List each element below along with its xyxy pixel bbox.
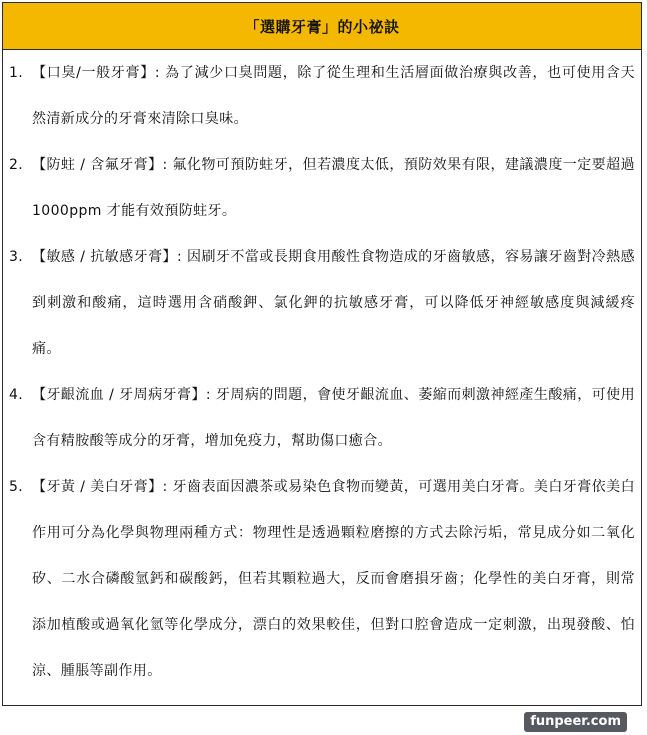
site-watermark: funpeer.com	[524, 712, 627, 732]
item-text: 【口臭/一般牙膏】: 為了減少口臭問題，除了從生理和生活層面做治療與改善，也可使用含天然清新成分的牙膏來清除口臭味。	[32, 65, 635, 127]
tips-list	[3, 50, 641, 694]
list-item	[3, 50, 641, 142]
item-text: 【防蛀 / 含氟牙膏】: 氟化物可預防蛀牙，但若濃度太低，預防效果有限，建議濃度一定要超過 1000ppm 才能有效預防蛀牙。	[32, 157, 635, 219]
list-item	[3, 372, 641, 464]
table-header	[3, 3, 641, 50]
item-text: 【牙黃 / 美白牙膏】: 牙齒表面因濃茶或易染色食物而變黃，可選用美白牙膏。美白牙膏依美白作用可分為化學與物理兩種方式：物理性是透過顆粒磨擦的方式去除污垢，常見成分如二氧化矽、二水合磷酸氫鈣和碳酸鈣，但若其顆粒過大，反而會磨損牙齒；化學性的美白牙膏，則常添加植酸或過氧化氫等化學成分，漂白的效果較佳，但對口腔會造成一定刺激，出現發酸、怕涼、腫脹等副作用。	[32, 479, 635, 679]
table-title: 「選購牙膏」的小祕訣	[244, 17, 400, 36]
tips-table	[2, 2, 642, 706]
item-number: 5.	[9, 479, 24, 495]
item-number: 4.	[9, 387, 24, 403]
item-number: 3.	[9, 249, 24, 265]
list-item	[3, 464, 641, 694]
item-text: 【敏感 / 抗敏感牙膏】: 因刷牙不當或長期食用酸性食物造成的牙齒敏感，容易讓牙齒對冷熱感到刺激和酸痛，這時選用含硝酸鉀、氯化鉀的抗敏感牙膏，可以降低牙神經敏感度與減緩疼痛。	[32, 249, 635, 357]
item-number: 1.	[9, 65, 24, 81]
item-number: 2.	[9, 157, 24, 173]
item-text: 【牙齦流血 / 牙周病牙膏】: 牙周病的問題，會使牙齦流血、萎縮而刺激神經產生酸痛，可使用含有精胺酸等成分的牙膏，增加免疫力，幫助傷口癒合。	[32, 387, 635, 449]
list-item	[3, 234, 641, 372]
list-item	[3, 142, 641, 234]
